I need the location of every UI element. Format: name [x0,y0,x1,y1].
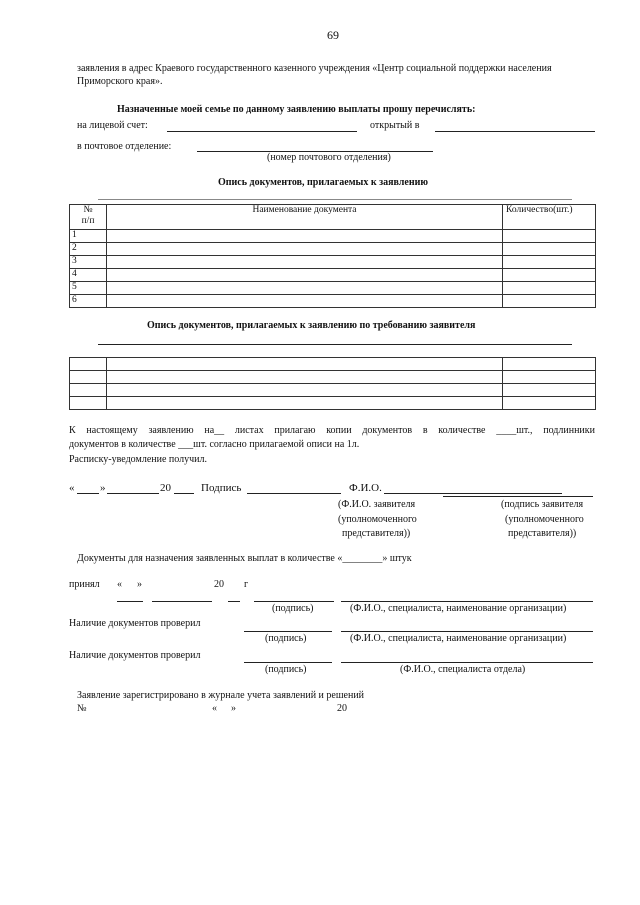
doc-name-cell[interactable] [107,384,503,397]
row-number-cell[interactable] [70,384,107,397]
doc-name-cell[interactable] [107,397,503,410]
qty-cell[interactable] [503,295,596,308]
signature-label: Подпись [201,482,242,494]
check2-signature-field[interactable] [244,662,332,663]
col-num-label-2: п/п [81,216,95,226]
qty-cell[interactable] [503,358,596,371]
registration-number-label: № [77,703,87,714]
check2-sign-caption: (подпись) [265,664,307,675]
date-open-quote: « [69,482,75,494]
table-row[interactable] [70,371,596,384]
accepted-sign-caption: (подпись) [272,603,314,614]
table-header-row [70,205,596,230]
accepted-fio-field[interactable] [341,601,593,602]
qty-cell[interactable] [503,269,596,282]
post-label: в почтовое отделение: [77,141,172,152]
account-label: на лицевой счет: [77,120,148,131]
date-close-quote: » [100,482,106,494]
check2-label: Наличие документов проверил [69,650,201,661]
accepted-year-field[interactable] [228,601,240,602]
row-number-cell[interactable] [70,397,107,410]
row-number: 2 [70,243,107,256]
inventory-table [69,204,596,308]
intro-line-2: Приморского края». [77,76,163,87]
check2-fio-field[interactable] [341,662,593,663]
doc-name-cell[interactable] [107,230,503,243]
attachment-line-3: Расписку-уведомление получил. [69,454,207,465]
signature-field[interactable] [247,493,341,494]
check1-label: Наличие документов проверил [69,618,201,629]
row-number: 6 [70,295,107,308]
caption-sign-2: (уполномоченного [505,514,584,525]
caption-fio-1: (Ф.И.О. заявителя [338,499,416,510]
accepted-day-field[interactable] [117,601,143,602]
date-month-field[interactable] [107,493,159,494]
caption-fio-2: (уполномоченного [338,514,417,525]
date-day-field[interactable] [77,493,99,494]
caption-fio-3: представителя)) [342,528,411,539]
qty-cell[interactable] [503,230,596,243]
caption-sign-1: (подпись заявителя [501,499,584,510]
table-row[interactable] [70,384,596,397]
table-row[interactable] [70,282,596,295]
table-row[interactable] [70,230,596,243]
table-row[interactable] [70,243,596,256]
caption-sign-3: представителя)) [508,528,577,539]
doc-name-cell[interactable] [107,282,503,295]
accepted-date-close: » [137,579,142,590]
qty-cell[interactable] [503,282,596,295]
inventory-request-heading: Опись документов, прилагаемых к заявлению по требованию заявителя [147,320,476,331]
col-num-header [70,205,107,230]
fio-label: Ф.И.О. [349,482,382,494]
fio-field[interactable] [384,493,562,494]
account-field[interactable] [167,131,357,132]
attachment-line-1: К настоящему заявлению на__ листах прилагаю копии документов в количестве ____шт., подлинники [69,425,595,436]
doc-name-cell[interactable] [107,243,503,256]
table-row[interactable] [70,269,596,282]
doc-name-cell[interactable] [107,295,503,308]
intro-line-1: заявления в адрес Краевого государственного казенного учреждения «Центр социальной поддержки населения [77,63,552,74]
row-number: 1 [70,230,107,243]
accepted-date-open: « [117,579,122,590]
qty-cell[interactable] [503,371,596,384]
documents-count-line: Документы для назначения заявленных выплат в количестве «________» штук [77,553,412,564]
col-qty-header: Количество(шт.) [503,205,596,230]
payment-heading: Назначенные моей семье по данному заявлению выплаты прошу перечислять: [117,104,476,115]
doc-name-cell[interactable] [107,371,503,384]
doc-name-cell[interactable] [107,269,503,282]
qty-cell[interactable] [503,397,596,410]
col-num-label: № [83,205,93,215]
inventory-request-rule [98,344,572,345]
table-row[interactable] [70,295,596,308]
post-caption: (номер почтового отделения) [267,152,391,163]
accepted-year: 20 [214,579,224,590]
check1-fio-field[interactable] [341,631,593,632]
check1-signature-field[interactable] [244,631,332,632]
registration-date-open: « [212,703,217,714]
row-number-cell[interactable] [70,358,107,371]
accepted-fio-caption: (Ф.И.О., специалиста, наименование организации) [350,603,567,614]
date-year-prefix: 20 [160,482,171,494]
inventory-heading: Опись документов, прилагаемых к заявлению [218,177,428,188]
page-number: 69 [327,28,339,42]
applicant-signature-field[interactable] [443,496,593,497]
registration-date-close: » [231,703,236,714]
check1-sign-caption: (подпись) [265,633,307,644]
table-row[interactable] [70,256,596,269]
opened-label: открытый в [370,120,420,131]
registration-year: 20 [337,703,347,714]
date-year-field[interactable] [174,493,194,494]
accepted-label: принял [69,579,100,590]
col-name-header: Наименование документа [107,205,503,230]
row-number: 4 [70,269,107,282]
bank-field[interactable] [435,131,595,132]
row-number: 3 [70,256,107,269]
doc-name-cell[interactable] [107,358,503,371]
qty-cell[interactable] [503,243,596,256]
qty-cell[interactable] [503,256,596,269]
check1-fio-caption: (Ф.И.О., специалиста, наименование организации) [350,633,567,644]
check2-fio-caption: (Ф.И.О., специалиста отдела) [400,664,526,675]
doc-name-cell[interactable] [107,256,503,269]
registration-line: Заявление зарегистрировано в журнале учета заявлений и решений [77,690,365,701]
inventory-heading-rule [98,199,572,200]
row-number: 5 [70,282,107,295]
row-number-cell[interactable] [70,371,107,384]
table-row[interactable] [70,358,596,371]
accepted-signature-field[interactable] [254,601,334,602]
accepted-year-suffix: г [244,579,249,590]
accepted-month-field[interactable] [152,601,212,602]
attachment-line-2: документов в количестве ___шт. согласно прилагаемой описи на 1л. [69,439,360,450]
inventory-request-table [69,357,596,410]
qty-cell[interactable] [503,384,596,397]
table-row[interactable] [70,397,596,410]
